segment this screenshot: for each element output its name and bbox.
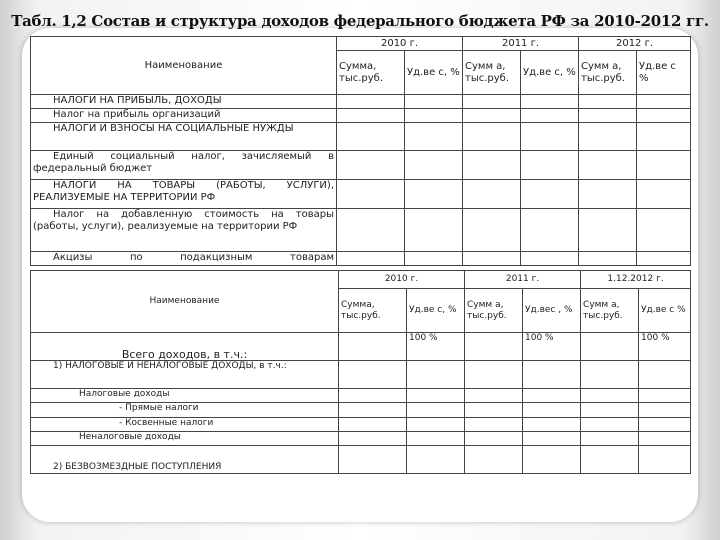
sub-header: Сумм а, тыс.руб. bbox=[581, 289, 639, 333]
year-header: 2010 г. bbox=[339, 271, 465, 289]
total-label: Всего доходов, в т.ч.: bbox=[31, 333, 339, 361]
total-value: 100 % bbox=[639, 333, 691, 361]
row-label: НАЛОГИ НА ТОВАРЫ (РАБОТЫ, УСЛУГИ), РЕАЛИЗУЕМЫЕ НА ТЕРРИТОРИИ РФ bbox=[31, 180, 337, 209]
row-label: - Косвенные налоги bbox=[31, 418, 339, 432]
row-label: Единый социальный налог, зачисляемый в федеральный бюджет bbox=[31, 151, 337, 180]
row-label: 1) НАЛОГОВЫЕ И НЕНАЛОГОВЫЕ ДОХОДЫ, в т.ч.: bbox=[31, 361, 339, 389]
sub-header: Уд.ве с, % bbox=[405, 51, 463, 95]
year-header: 2011 г. bbox=[463, 37, 579, 51]
row-label: НАЛОГИ НА ПРИБЫЛЬ, ДОХОДЫ bbox=[31, 95, 337, 109]
year-header: 2010 г. bbox=[337, 37, 463, 51]
revenue-table-1 bbox=[30, 36, 691, 266]
row-label: Неналоговые доходы bbox=[31, 432, 339, 446]
total-value: 100 % bbox=[523, 333, 581, 361]
sub-header: Сумм а, тыс.руб. bbox=[579, 51, 637, 95]
sub-header: Уд.вес , % bbox=[523, 289, 581, 333]
revenue-table-2 bbox=[30, 270, 691, 474]
sub-header: Уд.ве с % bbox=[639, 289, 691, 333]
name-header: Наименование bbox=[31, 37, 337, 95]
slide-title: Табл. 1,2 Состав и структура доходов федерального бюджета РФ за 2010-2012 гг. bbox=[11, 12, 709, 30]
row-label: 2) БЕЗВОЗМЕЗДНЫЕ ПОСТУПЛЕНИЯ bbox=[31, 446, 339, 474]
sub-header: Сумм а, тыс.руб. bbox=[463, 51, 521, 95]
row-label: - Прямые налоги bbox=[31, 403, 339, 418]
sub-header: Уд.ве с, % bbox=[521, 51, 579, 95]
year-header: 1.12.2012 г. bbox=[581, 271, 691, 289]
total-value: 100 % bbox=[407, 333, 465, 361]
row-label: Налоговые доходы bbox=[31, 389, 339, 403]
row-label: Налог на добавленную стоимость на товары (работы, услуги), реализуемые на территории РФ bbox=[31, 209, 337, 252]
sub-header: Сумма, тыс.руб. bbox=[337, 51, 405, 95]
sub-header: Уд.ве с % bbox=[637, 51, 691, 95]
sub-header: Уд.ве с, % bbox=[407, 289, 465, 333]
year-header: 2012 г. bbox=[579, 37, 691, 51]
row-label: НАЛОГИ И ВЗНОСЫ НА СОЦИАЛЬНЫЕ НУЖДЫ bbox=[31, 123, 337, 151]
year-header: 2011 г. bbox=[465, 271, 581, 289]
sub-header: Сумма, тыс.руб. bbox=[339, 289, 407, 333]
row-label: Налог на прибыль организаций bbox=[31, 109, 337, 123]
sub-header: Сумм а, тыс.руб. bbox=[465, 289, 523, 333]
name-header: Наименование bbox=[31, 271, 339, 333]
row-label: Акцизы по подакцизным товарам bbox=[31, 252, 337, 266]
